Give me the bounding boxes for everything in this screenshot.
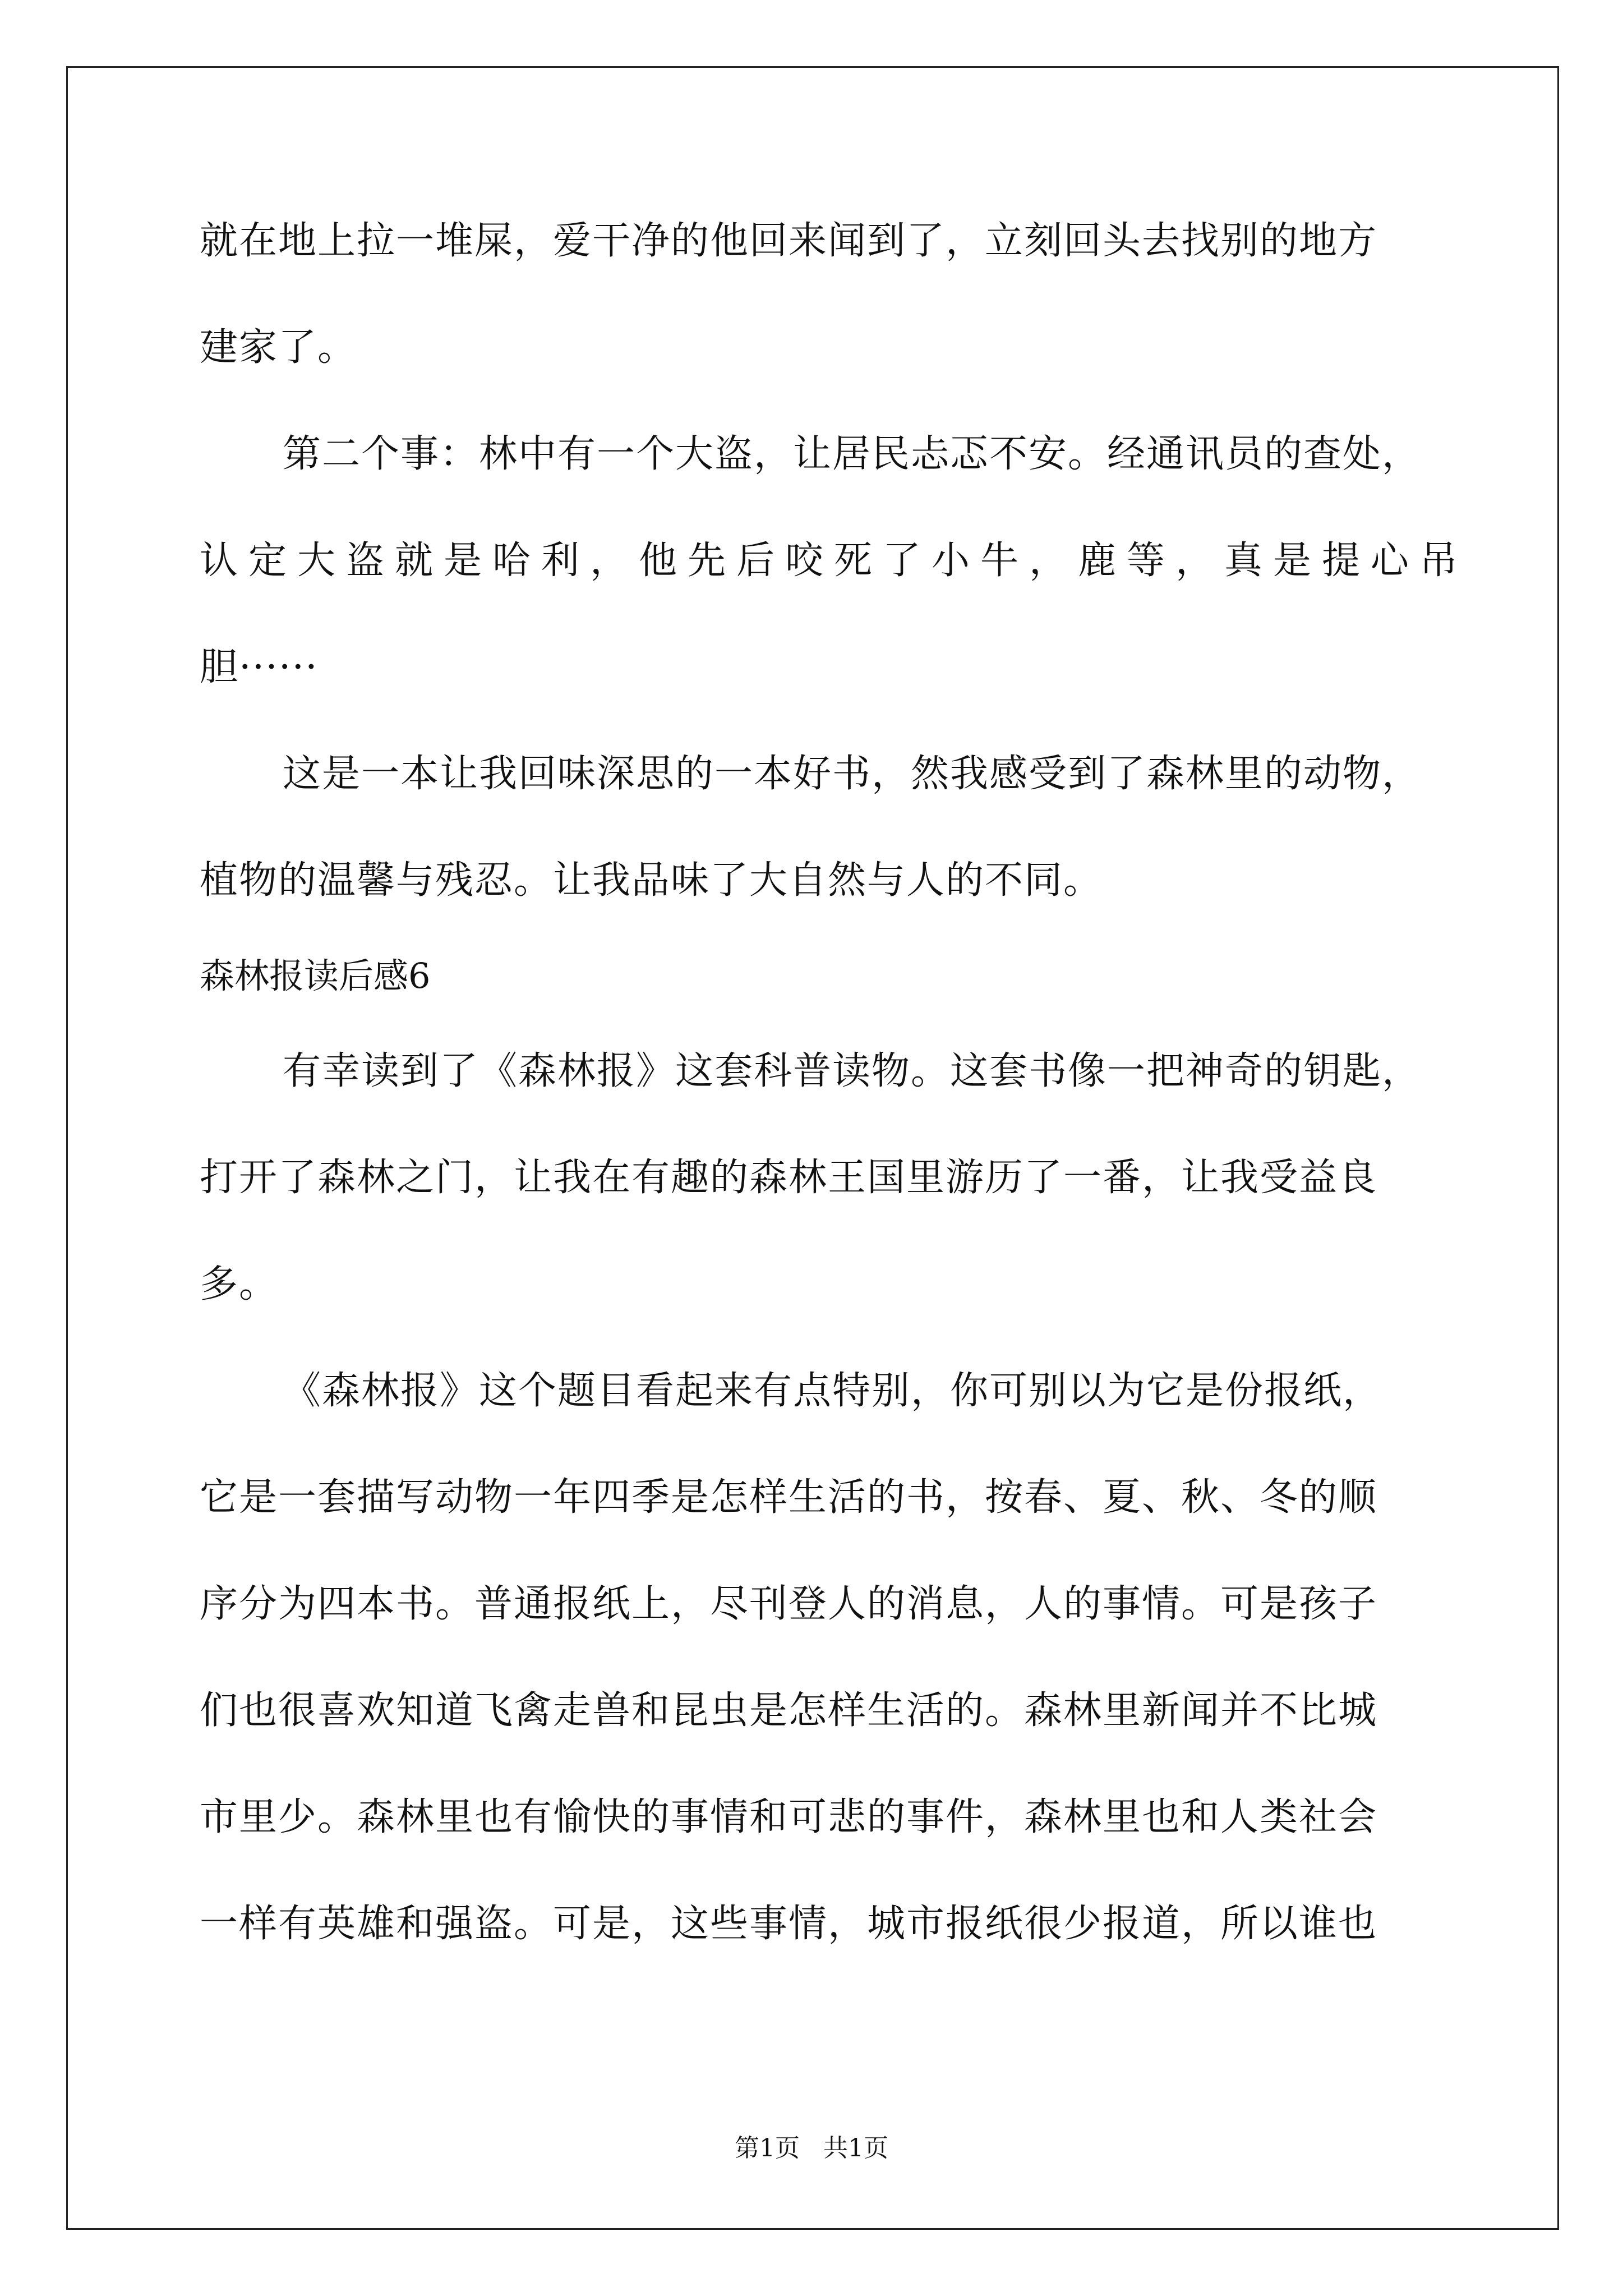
paragraph-line: 打开了森林之门，让我在有趣的森林王国里游历了一番，让我受益良 (200, 1156, 1378, 1200)
section-heading: 森林报读后感6 (200, 955, 431, 996)
paragraph-line: 就在地上拉一堆屎，爱干净的他回来闻到了，立刻回头去找别的地方 (200, 219, 1378, 263)
paragraph-line: 市里少。森林里也有愉快的事情和可悲的事件，森林里也和人类社会 (200, 1795, 1378, 1839)
paragraph-line: 有幸读到了《森林报》这套科普读物。这套书像一把神奇的钥匙， (283, 1049, 1422, 1093)
paragraph-line: 《森林报》这个题目看起来有点特别，你可别以为它是份报纸， (283, 1369, 1382, 1413)
page-number-footer: 第1页 共1页 (735, 2134, 888, 2162)
paragraph-line: 这是一本让我回味深思的一本好书，然我感受到了森林里的动物， (283, 752, 1422, 796)
paragraph-line: 它是一套描写动物一年四季是怎样生活的书，按春、夏、秋、冬的顺 (200, 1475, 1378, 1520)
paragraph-line: 建家了。 (200, 325, 357, 370)
paragraph-line: 们也很喜欢知道飞禽走兽和昆虫是怎样生活的。森林里新闻并不比城 (200, 1688, 1378, 1733)
paragraph-line: 第二个事：林中有一个大盗，让居民忐忑不安。经通讯员的查处， (283, 432, 1422, 476)
paragraph-line: 一样有英雄和强盗。可是，这些事情，城市报纸很少报道，所以谁也 (200, 1902, 1378, 1946)
paragraph-line: 多。 (200, 1262, 279, 1306)
paragraph-line: 序分为四本书。普通报纸上，尽刊登人的消息，人的事情。可是孩子 (200, 1582, 1378, 1626)
paragraph-line: 植物的温馨与残忍。让我品味了大自然与人的不同。 (200, 858, 1103, 903)
paragraph-line: 认定大盗就是哈利，他先后咬死了小牛，鹿等，真是提心吊 (200, 539, 1469, 583)
paragraph-line: 胆······ (200, 645, 319, 689)
